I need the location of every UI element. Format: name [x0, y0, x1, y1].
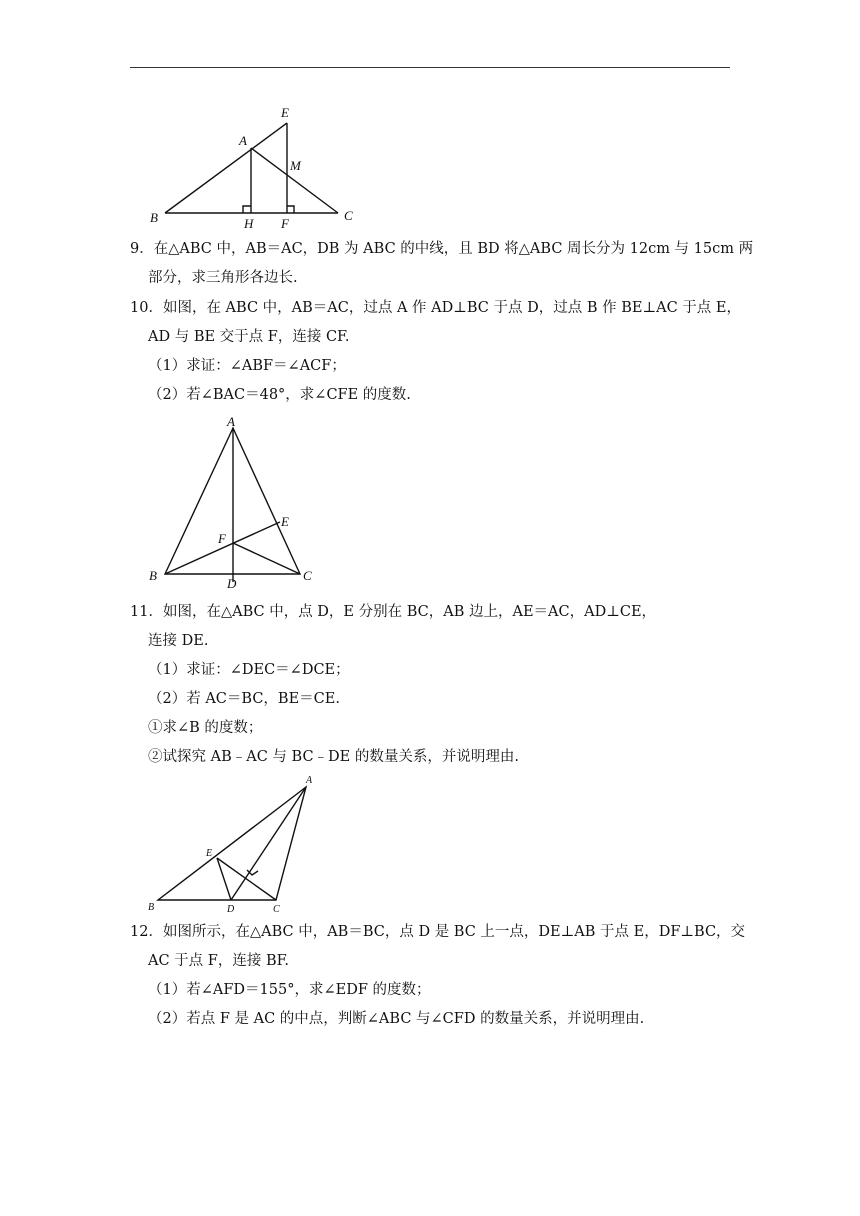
q11-sub1: ①求∠B 的度数；: [148, 720, 263, 736]
q11-part1: （1）求证：∠DEC＝∠DCE；: [148, 662, 350, 678]
label-h: H: [244, 216, 254, 231]
q10-line1: 10．如图，在 ABC 中，AB＝AC，过点 A 作 AD⊥BC 于点 D，过点 B 作 BE⊥AC 于点 E，: [130, 300, 741, 316]
label-c: C: [344, 208, 353, 223]
label-e: E: [281, 514, 289, 529]
q12-part2: （2）若点 F 是 AC 的中点，判断∠ABC 与∠CFD 的数量关系，并说明理由.: [148, 1011, 645, 1027]
label-a: A: [239, 133, 247, 148]
label-e: E: [206, 848, 213, 859]
q11-line1: 11．如图，在△ABC 中，点 D，E 分别在 BC，AB 边上，AE＝AC，AD⊥CE，: [130, 604, 657, 620]
segment-cf: [233, 543, 300, 574]
label-m: M: [290, 158, 301, 173]
figure-q8-triangle: [140, 95, 370, 235]
q10-part2: （2）若∠BAC＝48°，求∠CFE 的度数.: [148, 387, 411, 403]
label-b: B: [150, 210, 158, 225]
label-d: D: [227, 576, 237, 591]
q12-line1: 12．如图所示，在△ABC 中，AB＝BC，点 D 是 BC 上一点，DE⊥AB 于点 E，DF⊥BC，交: [130, 924, 746, 940]
q9-line1: 9．在△ABC 中，AB＝AC，DB 为 ABC 的中线，且 BD 将△ABC 周长分为 12cm 与 15cm 两: [130, 241, 754, 257]
q11-sub2: ②试探究 AB﹣AC 与 BC﹣DE 的数量关系，并说明理由.: [148, 749, 519, 765]
label-b: B: [148, 902, 155, 913]
triangle-abc: [158, 787, 306, 900]
figure-q10-triangle: [140, 410, 330, 590]
label-a: A: [227, 414, 235, 429]
label-c: C: [303, 568, 312, 583]
segment-be: [165, 522, 280, 574]
q10-line2: AD 与 BE 交于点 F，连接 CF.: [148, 329, 350, 345]
label-d: D: [227, 904, 235, 915]
label-f: F: [218, 531, 226, 546]
segment-ba-extended: [165, 123, 287, 213]
segment-de: [217, 858, 231, 900]
label-f: F: [281, 216, 289, 231]
label-b: B: [149, 568, 157, 583]
right-angle-h: [243, 206, 251, 213]
q12-part1: （1）若∠AFD＝155°，求∠EDF 的度数；: [148, 982, 431, 998]
segment-ce: [217, 858, 276, 900]
label-e: E: [281, 105, 289, 120]
label-c: C: [273, 904, 280, 915]
q10-part1: （1）求证：∠ABF＝∠ACF；: [148, 358, 346, 374]
segment-ad: [231, 787, 306, 900]
header-rule: [130, 67, 730, 68]
q11-part2: （2）若 AC＝BC，BE＝CE.: [148, 691, 340, 707]
q9-line2: 部分，求三角形各边长.: [148, 270, 298, 286]
q12-line2: AC 于点 F，连接 BF.: [148, 953, 290, 969]
label-a: A: [306, 775, 313, 786]
q11-line2: 连接 DE.: [148, 633, 209, 649]
figure-q11-triangle: [140, 770, 340, 920]
right-angle-f: [287, 206, 294, 213]
